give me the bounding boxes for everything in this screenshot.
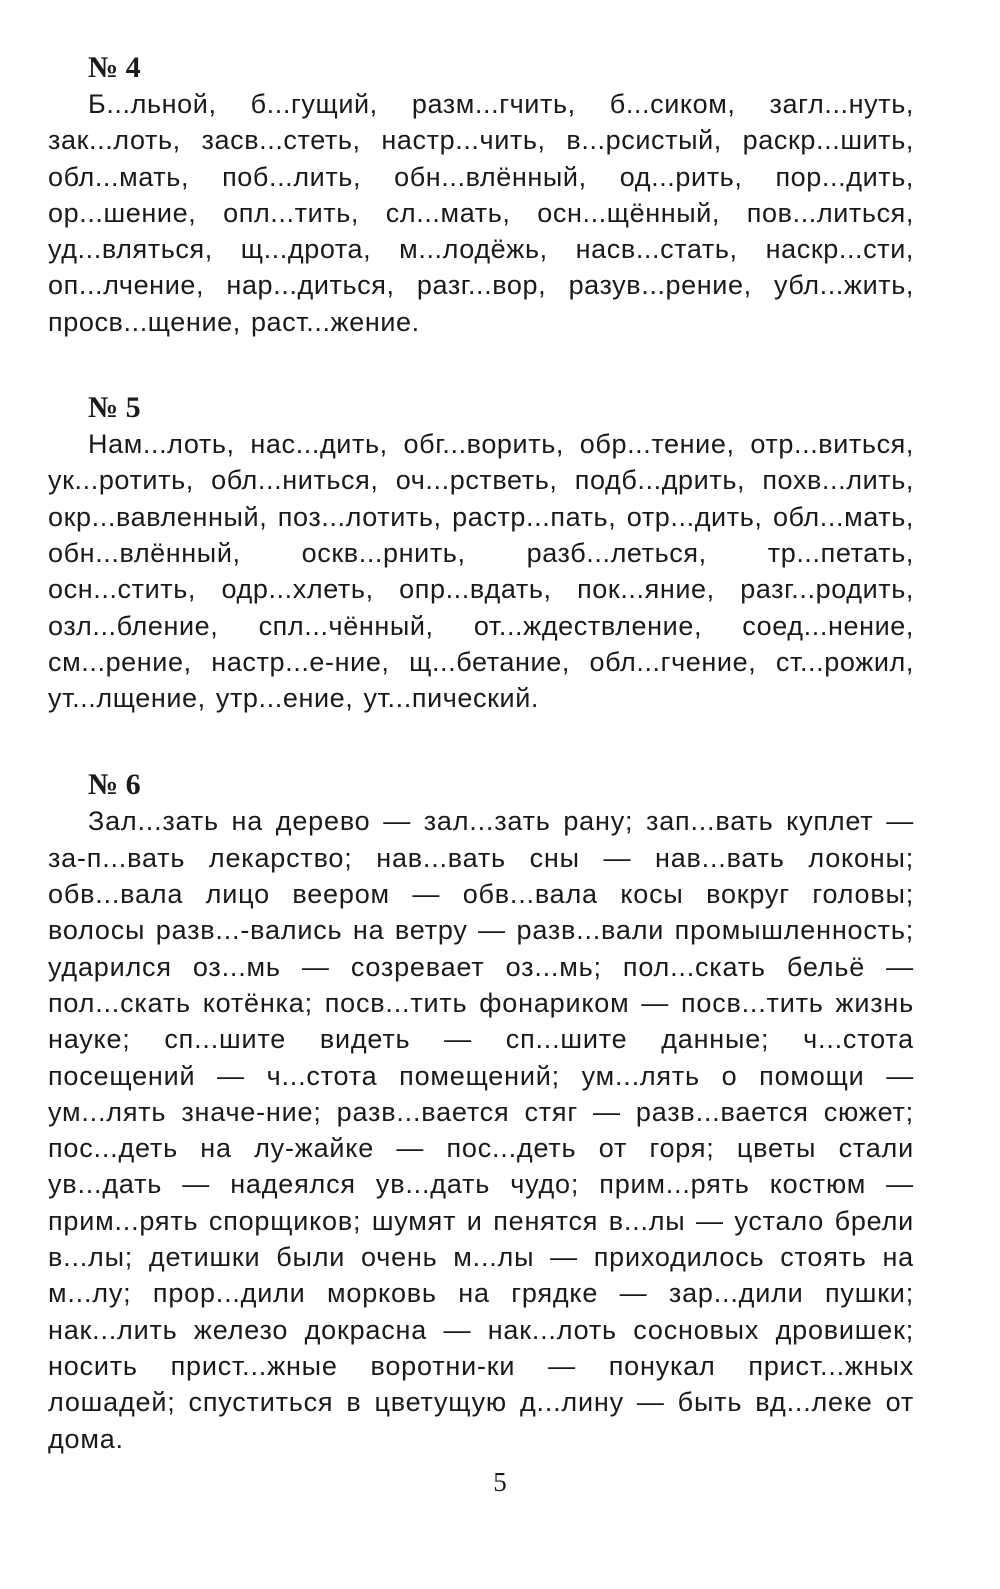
exercise-6-text: Зал...зать на дерево — зал...зать рану; зап...вать куплет — за-п...вать лекарство; нав...вать сны — нав...вать локоны; обв...вала лицо веером — обв...вала косы вокруг головы; волосы разв...-вались на ветру — разв...вали промышленность; ударился оз...мь — созревает оз...мь; пол...скать бельё — пол...скать котёнка; посв...тить фонариком — посв...тить жизнь науке; сп...шите видеть — сп...шите данные; ч...стота посещений — ч...стота помещений; ум...лять о помощи — ум...лять значе-ние; разв...вается стяг — разв...вается сюжет; пос...деть на лу-жайке — пос...деть от горя; цветы стали ув...дать — надеялся ув...дать чудо; прим...рять костюм — прим...рять спорщиков; шумят и пенятся в...лы — устало брели в...лы; детишки были очень м...лы — приходилось стоять на м...лу; прор...дили морковь на грядке — зар...дили пушки; нак...лить железо докрасна — нак...лоть сосновых дровишек; носить прист...жные воротни-ки — понукал прист...жных лошадей; спуститься в цветущую д...лину — быть вд...леке от дома.	[48, 806, 914, 1454]
exercise-4-heading: № 4	[88, 51, 141, 84]
page-content	[48, 50, 914, 1457]
exercise-4-text: Б...льной, б...гущий, разм...гчить, б...сиком, загл...нуть, зак...лоть, засв...стеть, настр...чить, в...рсистый, раскр...шить, обл...мать, поб...лить, обн...влённый, од...рить, пор...дить, ор...шение, опл...тить, сл...мать, осн...щённый, пов...литься, уд...вляться, щ...дрота, м...лодёжь, насв...стать, наскр...сти, оп...лчение, нар...диться, разг...вор, разув...рение, убл...жить, просв...щение, раст...жение.	[48, 89, 914, 337]
exercise-4	[48, 50, 914, 340]
exercise-5	[48, 390, 914, 716]
exercise-6-heading: № 6	[88, 768, 141, 802]
page-number: 5	[493, 1467, 507, 1497]
exercise-6	[48, 767, 914, 1456]
exercise-5-heading: № 5	[88, 391, 141, 425]
exercise-5-text: Нам...лоть, нас...дить, обг...ворить, обр...тение, отр...виться, ук...ротить, обл...ниться, оч...рстветь, подб...дрить, похв...лить, окр...вавленный, поз...лотить, растр...пать, отр...дить, обл...мать, обн...влённый, оскв...рнить, разб...леться, тр...петать, осн...стить, одр...хлеть, опр...вдать, пок...яние, разг...родить, озл...бление, спл...чённый, от...ждествление, соед...нение, см...рение, настр...е-ние, щ...бетание, обл...гчение, ст...рожил, ут...лщение, утр...ение, ут...пический.	[48, 429, 914, 714]
